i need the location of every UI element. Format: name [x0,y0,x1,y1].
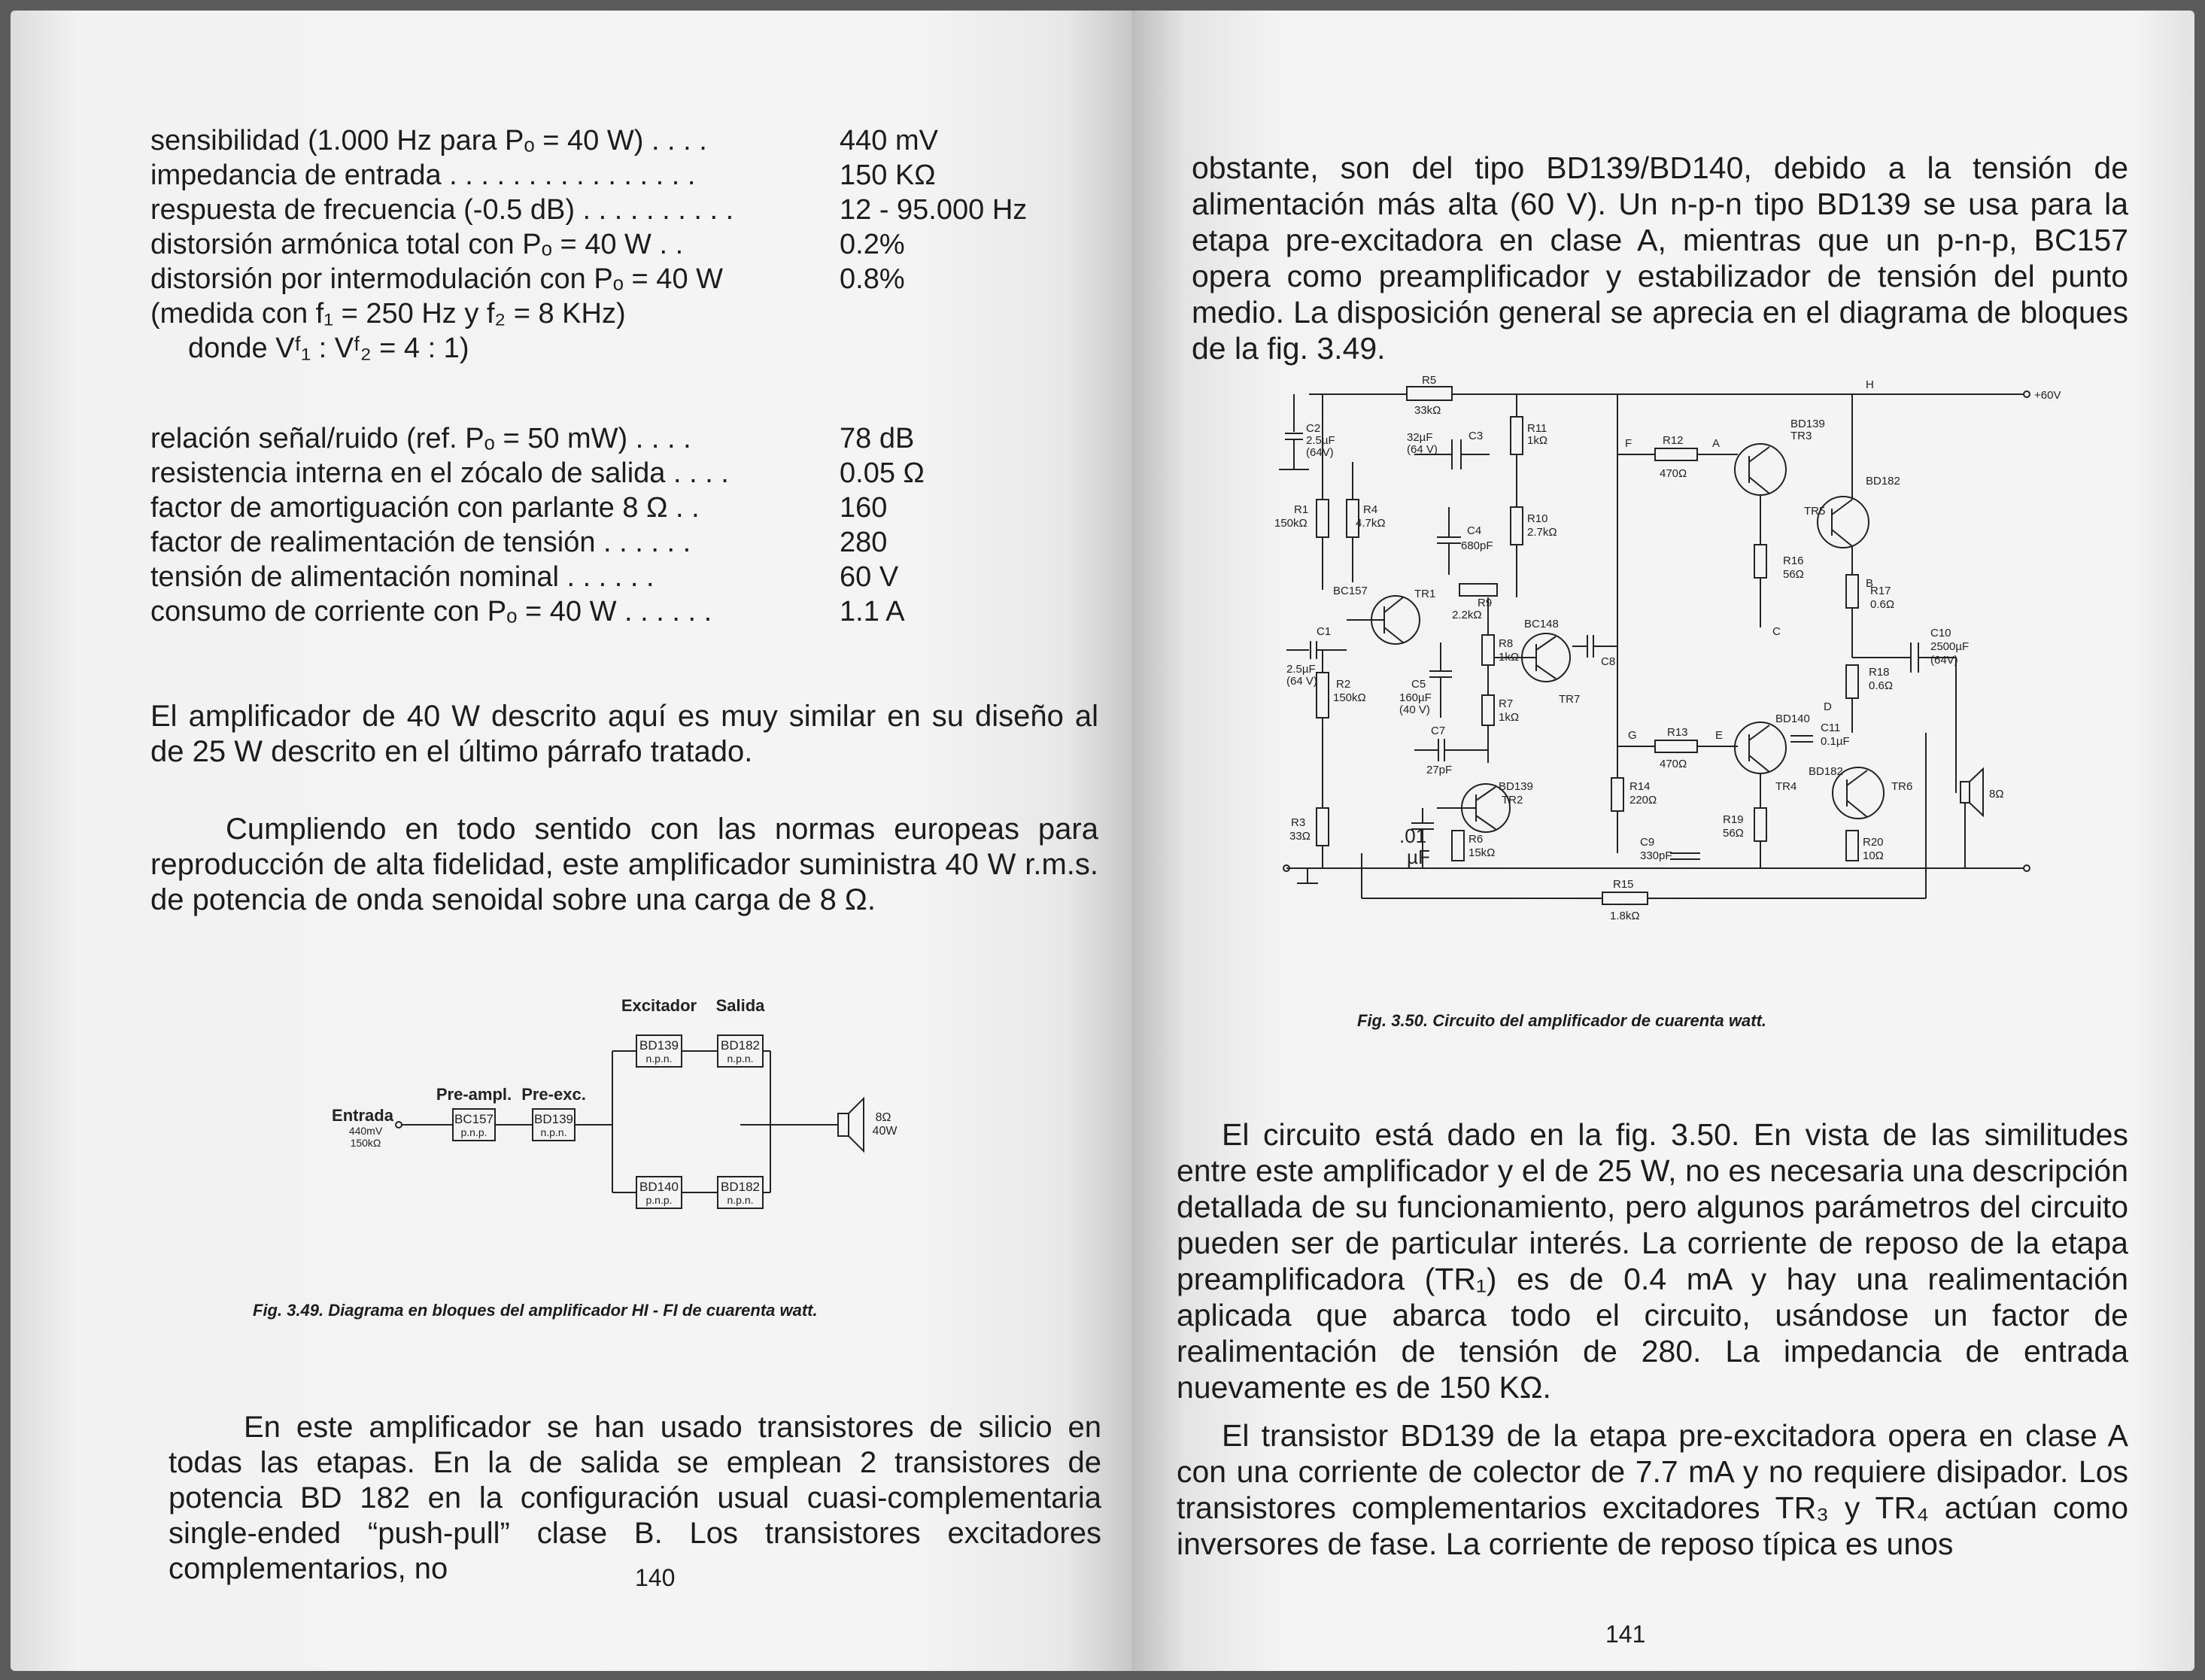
label-r12: R12 [1663,434,1684,447]
value-r11: 1kΩ [1527,434,1548,447]
spec-value: 0.2% [840,229,905,260]
spec-label: (medida con f₁ = 250 Hz y f₂ = 8 KHz) [150,298,626,330]
value-r7: 1kΩ [1499,711,1520,724]
label-r14: R14 [1629,780,1651,793]
box-bd140-type: p.n.p. [645,1194,673,1206]
spec-value: 160 [840,492,888,524]
value-r19: 56Ω [1723,827,1744,840]
value-c3: 32µF [1407,431,1433,444]
spec-label: respuesta de frecuencia (-0.5 dB) . . . . . . . . . . [150,194,734,226]
label-c7: C7 [1431,725,1446,737]
right-page [1131,11,2194,1671]
label-entrada: Entrada [332,1106,393,1125]
paragraph: obstante, son del tipo BD139/BD140, debido a la tensión de alimentación más alta (60 V). Un n-p-n tipo BD139 se usa para la etapa pre-excitadora en clase A, mientras que un p-n-p, BC157 opera como preamplificador y estabilizador de tensión del punto medio. La disposición general se aprecia en el diagrama de bloques de la fig. 3.49. [1192,150,2128,366]
label-tr6: TR6 [1891,780,1913,793]
spec-value: 0.05 Ω [840,457,925,489]
value-r3: 33Ω [1289,830,1311,843]
node-c: C [1772,625,1781,638]
value-c4: 680pF [1461,539,1493,552]
box-bd182: BD182 [721,1180,760,1194]
label-c10: C10 [1930,627,1951,639]
value-r14: 220Ω [1629,794,1657,807]
label-preampl: Pre-ampl. [436,1085,512,1104]
label-excitador: Excitador [621,996,697,1015]
spec-label: consumo de corriente con Pₒ = 40 W . . . . . . [150,596,712,627]
label-tr5: TR5 [1804,505,1826,518]
spec-value: 440 mV [840,125,938,156]
label-r4: R4 [1363,503,1378,516]
spec-label: resistencia interna en el zócalo de salida . . . . [150,457,729,489]
value-c9: 330pF [1640,849,1672,862]
box-bd139: BD139 [534,1112,573,1126]
node-b: B [1866,577,1874,590]
box-bd140: BD140 [639,1180,679,1194]
circuit-schematic [1264,372,2076,966]
type-tr1: BC157 [1333,585,1368,597]
spec-label: tensión de alimentación nominal . . . . . . [150,561,655,593]
spec-label: impedancia de entrada . . . . . . . . . . . . . . . . [150,159,696,191]
spec-label: distorsión armónica total con Pₒ = 40 W . . [150,229,684,260]
left-page [11,11,1131,1671]
label-entrada-v: 440mV [348,1125,383,1137]
spec-label: sensibilidad (1.000 Hz para Pₒ = 40 W) . . . . [150,125,707,156]
label-r9: R9 [1478,597,1493,609]
label-r20: R20 [1863,836,1884,849]
value-r9: 2.2kΩ [1452,609,1482,621]
node-h: H [1866,378,1874,391]
label-tr2: TR2 [1502,794,1523,807]
label-r17: R17 [1870,585,1891,597]
label-r10: R10 [1527,512,1548,525]
label-r3: R3 [1291,816,1306,829]
figure-caption: Fig. 3.49. Diagrama en bloques del amplificador HI - FI de cuarenta watt. [253,1301,818,1320]
paragraph: En este amplificador se han usado transistores de silicio en todas las etapas. En la de salida se emplean 2 transistores de potencia BD 182 en la configuración usual cuasi-complementaria single-ended “push-pull” clase B. Los transistores excitadores complementarios, no [169,1411,1101,1585]
label-salida: Salida [715,996,765,1015]
box-bd182-type: n.p.n. [727,1053,754,1065]
spec-label: donde Vᶠ₁ : Vᶠ₂ = 4 : 1) [188,333,469,364]
label-c5: C5 [1411,678,1426,691]
value-c7: 27pF [1426,764,1453,776]
node-a: A [1712,437,1721,450]
speaker-power: 40W [872,1125,897,1138]
value-r1: 150kΩ [1274,517,1308,530]
value-r4: 4.7kΩ [1356,517,1386,530]
value-c6: .01 [1399,825,1427,847]
spec-value: 150 KΩ [840,159,936,191]
value-r8: 1kΩ [1499,651,1520,664]
box-bd182: BD182 [721,1038,760,1053]
spec-label: distorsión por intermodulación con Pₒ = 40 W [150,263,724,295]
value-r10: 2.7kΩ [1527,526,1557,539]
label-r7: R7 [1499,697,1514,710]
spec-value: 12 - 95.000 Hz [840,194,1028,226]
spec-value: 78 dB [840,423,915,454]
label-c3: C3 [1468,430,1484,442]
label-c8: C8 [1601,655,1616,668]
value-r17: 0.6Ω [1870,598,1895,611]
type-tr4: BD140 [1775,712,1810,725]
label-r15: R15 [1613,878,1634,891]
value-c5: 160µF [1399,691,1432,704]
label-r5: R5 [1422,374,1437,387]
type-tr2: BD139 [1499,780,1533,793]
node-g: G [1628,729,1637,742]
value-r15: 1.8kΩ [1610,910,1640,922]
spec-label: relación señal/ruido (ref. Pₒ = 50 mW) . . . . [150,423,691,454]
value-c1: 2.5µF [1286,663,1316,676]
node-d: D [1824,700,1832,713]
speaker-impedance: 8Ω [1989,788,2004,801]
rating-c10: (64V) [1930,654,1958,667]
page-number: 141 [1605,1621,1646,1648]
label-c9: C9 [1640,836,1655,849]
value-c11: 0.1µF [1821,735,1850,748]
label-tr4: TR4 [1775,780,1797,793]
label-r6: R6 [1468,833,1484,846]
value-r12: 470Ω [1660,467,1687,480]
type-tr7: BC148 [1524,618,1559,630]
spec-value: 60 V [840,561,899,593]
label-c4: C4 [1467,524,1482,537]
box-bc157: BC157 [454,1112,494,1126]
value-c10: 2500µF [1930,640,1970,653]
type-tr6: BD182 [1809,765,1843,778]
label-tr3: TR3 [1790,430,1812,442]
speaker-impedance: 8Ω [875,1111,891,1124]
label-r1: R1 [1294,503,1309,516]
value-r13: 470Ω [1660,758,1687,770]
rating-c1: (64 V) [1286,675,1317,688]
box-bd139: BD139 [639,1038,679,1053]
node-e: E [1715,729,1724,742]
label-r16: R16 [1783,554,1804,567]
supply-voltage: +60V [2034,389,2061,402]
box-bd139-type: n.p.n. [540,1126,567,1138]
box-bd139-type: n.p.n. [645,1053,673,1065]
block-diagram [311,989,989,1244]
spec-value: 1.1 A [840,596,905,627]
value-c2: 2.5µF [1306,434,1335,447]
unit-c6: µF [1407,846,1430,868]
box-bc157-type: p.n.p. [460,1126,487,1138]
label-r8: R8 [1499,637,1514,650]
spec-value: 0.8% [840,263,905,295]
rating-c2: (64V) [1306,446,1334,459]
type-tr5: BD182 [1866,475,1900,488]
figure-caption: Fig. 3.50. Circuito del amplificador de cuarenta watt. [1357,1011,1767,1030]
label-c1: C1 [1317,625,1332,638]
page-number: 140 [635,1564,676,1591]
node-f: F [1625,437,1632,450]
type-tr3: BD139 [1790,418,1825,430]
label-tr7: TR7 [1559,693,1581,706]
label-r2: R2 [1336,678,1351,691]
rating-c3: (64 V) [1407,443,1438,456]
paragraph: Cumpliendo en todo sentido con las normas europeas para reproducción de alta fidelidad, este amplificador suministra 40 W r.m.s. de potencia de onda senoidal sobre una carga de 8 Ω. [150,813,1098,916]
spec-value: 280 [840,527,888,558]
label-r11: R11 [1527,422,1547,435]
label-c2: C2 [1306,422,1321,435]
value-r16: 56Ω [1783,568,1804,581]
label-preexc: Pre-exc. [521,1085,586,1104]
paragraph: El transistor BD139 de la etapa pre-excitadora opera en clase A con una corriente de colector de 7.7 mA y no requiere disipador. Los transistores complementarios excitadores TR₃ y TR₄ actúan como inversores de fase. La corriente de reposo típica es unos [1177,1418,2128,1561]
spec-label: factor de amortiguación con parlante 8 Ω . . [150,492,700,524]
label-r18: R18 [1869,666,1890,679]
paragraph: El amplificador de 40 W descrito aquí es muy similar en su diseño al de 25 W descrito en el último párrafo tratado. [150,700,1098,768]
label-r13: R13 [1667,726,1688,739]
value-r2: 150kΩ [1333,691,1366,704]
value-r5: 33kΩ [1414,404,1441,417]
paragraph: El circuito está dado en la fig. 3.50. En vista de las similitudes entre este amplificador y el de 25 W, no es necesaria una descripción detallada de su funcionamiento, pero algunos parámetros del circuito pueden ser de particular interés. La corriente de reposo de la etapa preamplificadora (TR₁) es de 0.4 mA y hay una realimentación aplicada que abarca todo el circuito, usándose un factor de realimentación de tensión de 280. La impedancia de entrada nuevamente es de 150 KΩ. [1177,1117,2128,1405]
value-r6: 15kΩ [1468,846,1496,859]
rating-c5: (40 V) [1399,703,1430,716]
label-c11: C11 [1821,722,1841,734]
label-entrada-r: 150kΩ [350,1137,381,1149]
box-bd182-type: n.p.n. [727,1194,754,1206]
label-r19: R19 [1723,813,1744,826]
label-tr1: TR1 [1414,588,1436,600]
value-r18: 0.6Ω [1869,679,1894,692]
spec-label: factor de realimentación de tensión . . . . . . [150,527,691,558]
value-r20: 10Ω [1863,849,1884,862]
